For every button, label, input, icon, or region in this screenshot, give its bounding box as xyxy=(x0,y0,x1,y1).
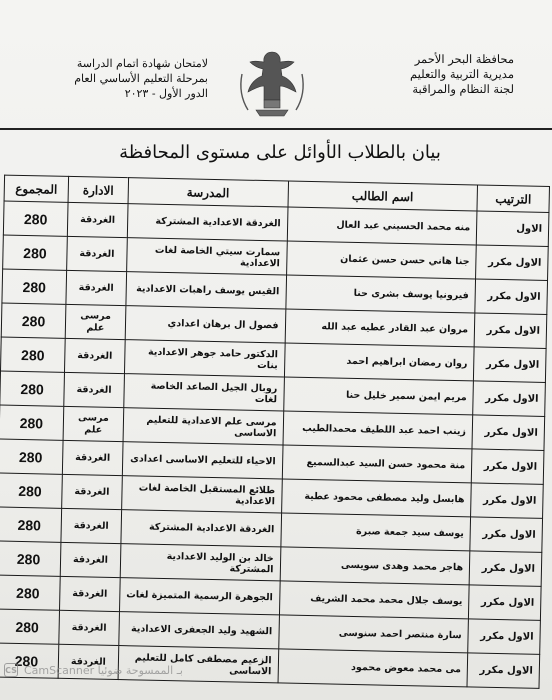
admin-cell: مرسى علم xyxy=(63,406,124,441)
student-name-cell: منه محمد الحسيني عبد العال xyxy=(287,207,477,245)
header-line-committee: لجنة النظام والمراقبة xyxy=(412,82,514,96)
total-cell: 280 xyxy=(0,439,63,474)
student-name-cell: روان رمضان ابراهيم احمد xyxy=(284,343,474,381)
student-name-cell: فيرونيا يوسف بشرى حنا xyxy=(285,275,475,313)
rank-cell: الاول مكرر xyxy=(471,449,544,484)
camscanner-logo-icon: CS xyxy=(4,663,18,677)
total-cell: 280 xyxy=(0,405,64,440)
admin-cell: الغردقة xyxy=(67,236,128,271)
admin-cell: الغردقة xyxy=(62,440,123,475)
admin-cell: الغردقة xyxy=(61,508,122,543)
admin-cell: الغردقة xyxy=(64,338,125,373)
school-cell: طلائع المستقبل الخاصة لغات الاعدادية xyxy=(122,476,282,513)
rank-cell: الاول مكرر xyxy=(469,585,542,620)
school-cell: الغردقة الاعدادية المشتركة xyxy=(121,510,281,547)
eagle-emblem-icon xyxy=(236,44,308,126)
total-cell: 280 xyxy=(0,507,62,542)
governorate-header xyxy=(364,52,514,97)
school-cell: الدكتور حامد جوهر الاعدادية بنات xyxy=(124,340,284,377)
admin-cell: الغردقة xyxy=(64,372,125,407)
total-cell: 280 xyxy=(2,269,67,304)
col-header-admin: الادارة xyxy=(68,176,128,203)
document-title: بيان بالطلاب الأوائل على مستوى المحافظة xyxy=(119,142,441,163)
total-cell: 280 xyxy=(3,201,68,236)
school-cell: روبال الجيل الصاعد الخاصة لغات xyxy=(124,374,284,411)
col-header-total: المجموع xyxy=(4,175,68,202)
header-line-round: الدور الأول - ٢٠٢٣ xyxy=(124,87,208,100)
total-cell: 280 xyxy=(0,371,64,406)
rank-cell: الاول مكرر xyxy=(473,381,546,416)
student-name-cell: يوسف سيد جمعة صبرة xyxy=(280,513,470,551)
rank-cell: الاول مكرر xyxy=(475,279,548,314)
rank-cell: الاول مكرر xyxy=(474,347,547,382)
rank-cell: الاول مكرر xyxy=(468,619,541,654)
student-name-cell: مروان عبد القادر عطيه عبد الله xyxy=(285,309,475,347)
camscanner-watermark xyxy=(4,662,183,678)
school-cell: فصول ال برهان اعدادي xyxy=(125,306,285,343)
header-line-stage: بمرحلة التعليم الأساسي العام xyxy=(74,72,208,85)
student-name-cell: سارة منتصر احمد سنوسى xyxy=(278,615,468,653)
student-name-cell: هابسل وليد مصطفى محمود عطية xyxy=(281,479,471,517)
rank-cell: الاول مكرر xyxy=(470,517,543,552)
admin-cell: الغردقة xyxy=(62,474,123,509)
student-name-cell: هاجر محمد وهدى سويسى xyxy=(280,547,470,585)
admin-cell: مرسى علم xyxy=(65,304,126,339)
rank-cell: الاول مكرر xyxy=(471,483,544,518)
admin-cell: الغردقة xyxy=(66,270,127,305)
school-cell: الغردقة الاعدادية المشتركة xyxy=(127,204,287,241)
school-cell: الاحياء للتعليم الاساسى اعدادى xyxy=(122,442,282,479)
rank-cell: الاول مكرر xyxy=(469,551,542,586)
col-header-school: المدرسة xyxy=(128,178,288,207)
admin-cell: الغردقة xyxy=(59,576,120,611)
total-cell: 280 xyxy=(1,303,66,338)
total-cell: 280 xyxy=(0,575,60,610)
header-divider xyxy=(0,128,552,130)
rank-cell: الاول مكرر xyxy=(467,653,540,688)
total-cell: 280 xyxy=(0,473,62,508)
exam-header xyxy=(38,56,208,101)
col-header-name: اسم الطالب xyxy=(288,181,478,211)
header-line-governorate: محافظة البحر الأحمر xyxy=(414,52,514,66)
header-line-exam: لامتحان شهادة اتمام الدراسة xyxy=(76,57,208,70)
student-name-cell: مى محمد معوض محمود xyxy=(278,649,468,687)
total-cell: 280 xyxy=(0,609,59,644)
student-name-cell: زينب احمد عبد اللطيف محمدالطيب xyxy=(283,411,473,449)
col-header-rank: الترتيب xyxy=(477,185,549,212)
student-name-cell: يوسف جلال محمد محمد الشريف xyxy=(279,581,469,619)
school-cell: الجوهرة الرسمية المتميزة لغات xyxy=(119,578,279,615)
watermark-text: CamScanner بـ الممسوحة ضوئيا xyxy=(24,663,183,677)
school-cell: الشهيد وليد الجعفرى الاعدادية xyxy=(119,612,279,649)
rank-cell: الاول مكرر xyxy=(474,313,547,348)
total-cell: 280 xyxy=(0,541,61,576)
student-name-cell: جنا هاني حسن حسن عثمان xyxy=(286,241,476,279)
school-cell: سمارت سيتي الخاصة لغات الاعدادية xyxy=(127,238,287,275)
top-students-table xyxy=(0,175,550,689)
admin-cell: الغردقة xyxy=(60,542,121,577)
admin-cell: الغردقة xyxy=(67,202,128,237)
student-name-cell: منة محمود حسن السيد عبدالسميع xyxy=(282,445,472,483)
rank-cell: الاول مكرر xyxy=(472,415,545,450)
admin-cell: الغردقة xyxy=(58,644,119,679)
school-cell: مرسى علم الاعدادية للتعليم الاساسى xyxy=(123,408,283,445)
total-cell: 280 xyxy=(3,235,68,270)
rank-cell: الاول xyxy=(476,211,549,246)
school-cell: خالد بن الوليد الاعدادية المشتركة xyxy=(120,544,280,581)
school-cell: الزعيم مصطفى كامل للتعليم الاساسى xyxy=(118,646,278,683)
student-name-cell: مريم ايمن سمير خليل حنا xyxy=(283,377,473,415)
admin-cell: الغردقة xyxy=(59,610,120,645)
total-cell: 280 xyxy=(1,337,66,372)
total-cell: 280 xyxy=(0,643,59,678)
header-line-directorate: مديرية التربية والتعليم xyxy=(410,67,514,81)
school-cell: القيس يوسف راهبات الاعدادية xyxy=(126,272,286,309)
rank-cell: الاول مكرر xyxy=(476,245,549,280)
